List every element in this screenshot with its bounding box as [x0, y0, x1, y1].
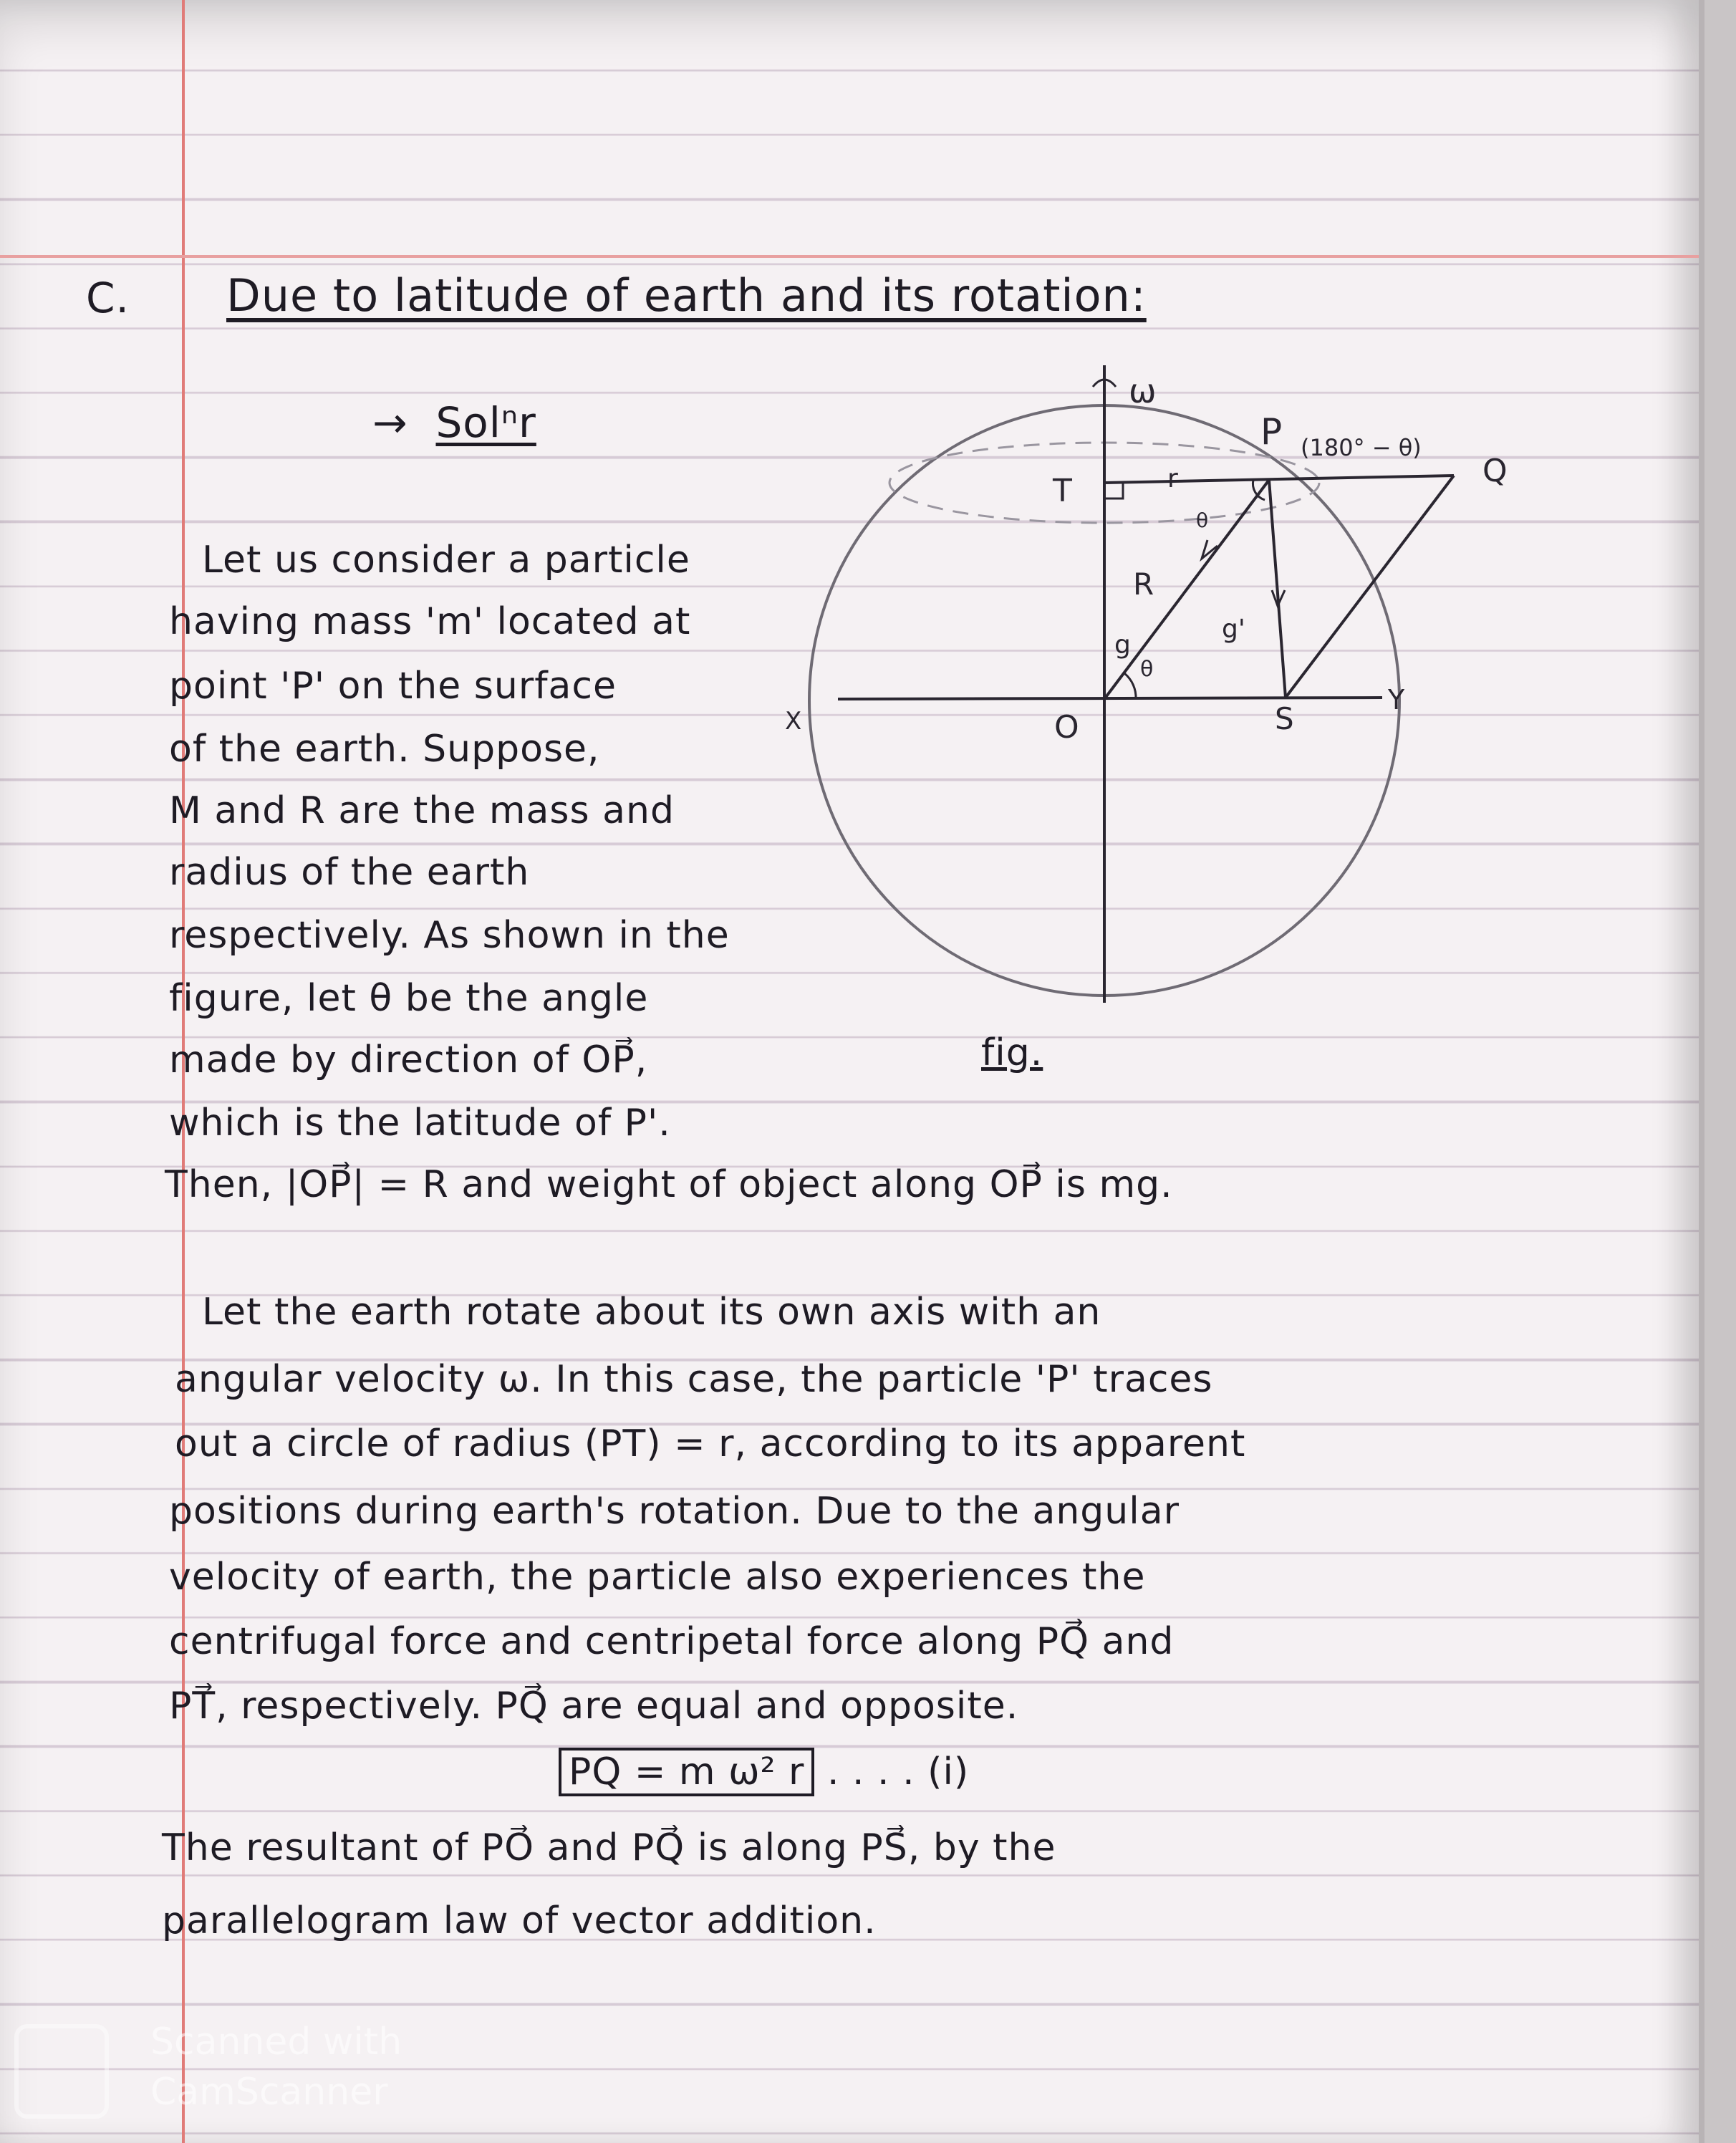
para1-line: Then, |OP⃗| = R and weight of object along OP⃗ is mg.: [165, 1163, 1173, 1206]
heading: Due to latitude of earth and its rotation:: [226, 269, 1147, 322]
para3-line: The resultant of PO⃗ and PQ⃗ is along PS⃗, by the: [162, 1826, 1056, 1869]
camscanner-logo-icon: [14, 2024, 109, 2119]
angle-p-label: (180° − θ): [1301, 434, 1422, 461]
para1-line: Let us consider a particle: [202, 539, 690, 582]
para2-line: positions during earth's rotation. Due to the angular: [169, 1490, 1180, 1533]
r-radius-label: R: [1133, 567, 1154, 602]
g-label: g: [1114, 630, 1131, 660]
line-op: [1104, 480, 1269, 699]
arrow-icon: →: [372, 398, 408, 447]
fig-label: fig.: [981, 1031, 1043, 1074]
para2-line: angular velocity ω. In this case, the particle 'P' traces: [175, 1358, 1213, 1401]
equation-tag: . . . . (i): [826, 1750, 970, 1793]
x-label: X: [785, 707, 802, 736]
para1-line: M and R are the mass and: [169, 789, 675, 832]
t-label: T: [1053, 473, 1072, 509]
para1-line: point 'P' on the surface: [169, 665, 617, 708]
para2-line: out a circle of radius (PT) = r, according to its apparent: [175, 1422, 1246, 1465]
o-label: O: [1054, 709, 1079, 746]
para2-line: PT⃗, respectively. PQ⃗ are equal and opposite.: [169, 1685, 1019, 1728]
g-prime-label: g': [1222, 615, 1245, 644]
equator-line: [838, 698, 1382, 699]
r-label: r: [1167, 464, 1178, 493]
y-label: Y: [1388, 684, 1405, 716]
watermark-line: CamScanner: [150, 2071, 388, 2114]
section-label: C.: [86, 274, 130, 322]
line-ps: [1269, 480, 1286, 698]
para3-line: parallelogram law of vector addition.: [162, 1899, 877, 1942]
para1-line: of the earth. Suppose,: [169, 728, 600, 771]
line-tq: [1104, 476, 1454, 483]
line-qs: [1286, 476, 1454, 698]
para1-line: figure, let θ be the angle: [169, 977, 649, 1020]
para1-line: having mass 'm' located at: [169, 600, 691, 643]
s-label: S: [1275, 701, 1294, 736]
header-rule: [0, 255, 1699, 258]
theta-arc: [1124, 673, 1136, 699]
para2-line: velocity of earth, the particle also experiences the: [169, 1556, 1146, 1599]
para1-line: which is the latitude of P'.: [169, 1102, 671, 1145]
solution-text: Solⁿr: [435, 398, 536, 447]
equation-row: [559, 1750, 969, 1793]
omega-label: ω: [1129, 372, 1157, 410]
para1-line: made by direction of OP⃗,: [169, 1039, 648, 1082]
p-label: P: [1260, 411, 1283, 453]
theta-center-label: θ: [1140, 657, 1154, 682]
earth-rotation-diagram: [785, 358, 1604, 1017]
para2-line: Let the earth rotate about its own axis with an: [202, 1291, 1101, 1334]
solution-label: [372, 398, 536, 447]
q-label: Q: [1482, 453, 1508, 489]
watermark-line: Scanned with: [150, 2021, 402, 2063]
para1-line: radius of the earth: [169, 851, 530, 894]
equation-box: PQ = m ω² r: [559, 1748, 814, 1796]
para1-line: respectively. As shown in the: [169, 914, 730, 957]
theta-top-label: θ: [1196, 509, 1209, 532]
para2-line: centrifugal force and centripetal force along PQ⃗ and: [169, 1620, 1175, 1663]
